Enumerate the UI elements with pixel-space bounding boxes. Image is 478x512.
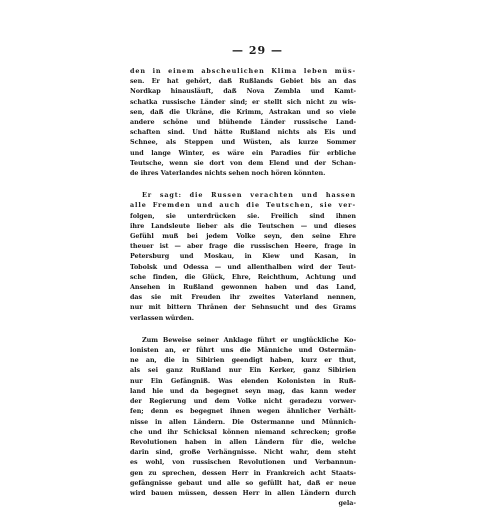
text-line: es wohl, von russischen Revolutionen und Verbannun- [130,458,356,467]
catchword: gela- [338,499,356,508]
text-line: Petersburg und Moskau, in Kiew und Kasan, in [130,252,356,261]
text-line: gefängnisse gebaut und alle so gefüllt hat, daß er neue [130,478,356,487]
text-line: verlassen würden. [130,313,194,322]
text-line: che und ihr Schicksal können niemand schrecken; große [130,427,356,436]
text-line: nur Ein Gefängniß. Was elenden Kolonisten in Ruß- [130,376,356,385]
text-line: ne an, die in Sibirien geendigt haben, kurz er thut, [130,356,356,365]
text-line: ihre Landsleute lieber als die Teutschen — und dieses [130,221,356,230]
text-line: Nordkap hinausläuft, daß Nova Zembla und Kamt- [130,87,356,96]
text-line: land hie und da begegnet seyn mag, das kann weder [130,386,356,395]
text-line: das sie mit Freuden ihr zweites Vaterland nennen, [130,293,356,302]
text-line: nisse in allen Ländern. Die Ostermanne und Münnich- [130,417,356,426]
text-line: darin sind, große Verhängnisse. Nicht wahr, dem steht [130,448,356,457]
text-line: als sei ganz Rußland nur Ein Kerker, ganz Sibirien [130,366,356,375]
paragraph-gap [130,323,356,335]
text-line: Ansehen in Rußland gewonnen haben und das Land, [130,283,356,292]
paragraph-3 [130,335,356,508]
text-line: sche finden, die Glück, Ehre, Reichthum, Achtung und [130,272,356,281]
paragraph-1 [130,66,356,178]
text-line: sen, daß die Ukräne, die Krimm, Astrakan und so viele [130,107,356,116]
text-line: Tobolsk und Odessa — und allenthalben wird der Teut- [130,262,356,271]
text-line: theuer ist — aber frage die russischen Heere, frage in [130,242,356,251]
text-line: andere schöne und blühende Länder russische Land- [130,118,356,127]
text-line: Zum Beweise seiner Anklage führt er unglückliche Ko- [142,335,356,344]
text-line: den in einem abscheulichen Klima leben müs- [130,67,356,75]
text-line: schatka russische Länder sind; er stellt sich nicht zu wis- [130,97,356,106]
text-line: alle Fremden und auch die Teutschen, sie ver- [130,201,356,210]
text-line: folgen, sie unterdrücken sie. Freilich sind ihnen [130,211,356,220]
text-line: fen; denn es begegnet ihnen wegen ähnlicher Verhält- [130,407,356,416]
text-line: lonisten an, er führt uns die Männiche und Ostermän- [130,346,356,355]
body-text [130,66,356,508]
page-number: — 29 — [232,44,283,57]
text-line: Gefühl muß bei jedem Volke seyn, den seine Ehre [130,232,356,241]
text-line: Er sagt: die Russen verachten und hassen [142,191,356,200]
paragraph-gap [130,178,356,190]
text-line: Revolutionen haben in allen Ländern für die, welche [130,437,356,446]
text-line: gen zu sprechen, dessen Herr in Frankreich acht Staats- [130,468,356,477]
text-line: schaften sind. Und hätte Rußland nichts als Eis und [130,128,356,137]
text-line: Teutsche, wenn sie dort von dem Elend und der Schan- [130,158,356,167]
paragraph-2 [130,190,356,323]
text-line: und lange Winter, es wäre ein Paradies für erbliche [130,148,356,157]
text-line: de ihres Vaterlandes nichts sehen noch hören könnten. [130,169,326,178]
text-line: sen. Er hat gehört, daß Rußlands Gebiet bis an das [130,77,356,86]
text-line: Schnee, als Steppen und Wüsten, als kurze Sommer [130,138,356,147]
text-line: nur mit bittern Thränen der Sehnsucht und des Grams [130,303,356,312]
text-line: wird bauen müssen, dessen Herr in allen Ländern durch [130,488,356,497]
text-line: der Regierung und dem Volke nicht geradezu vorwer- [130,397,356,406]
